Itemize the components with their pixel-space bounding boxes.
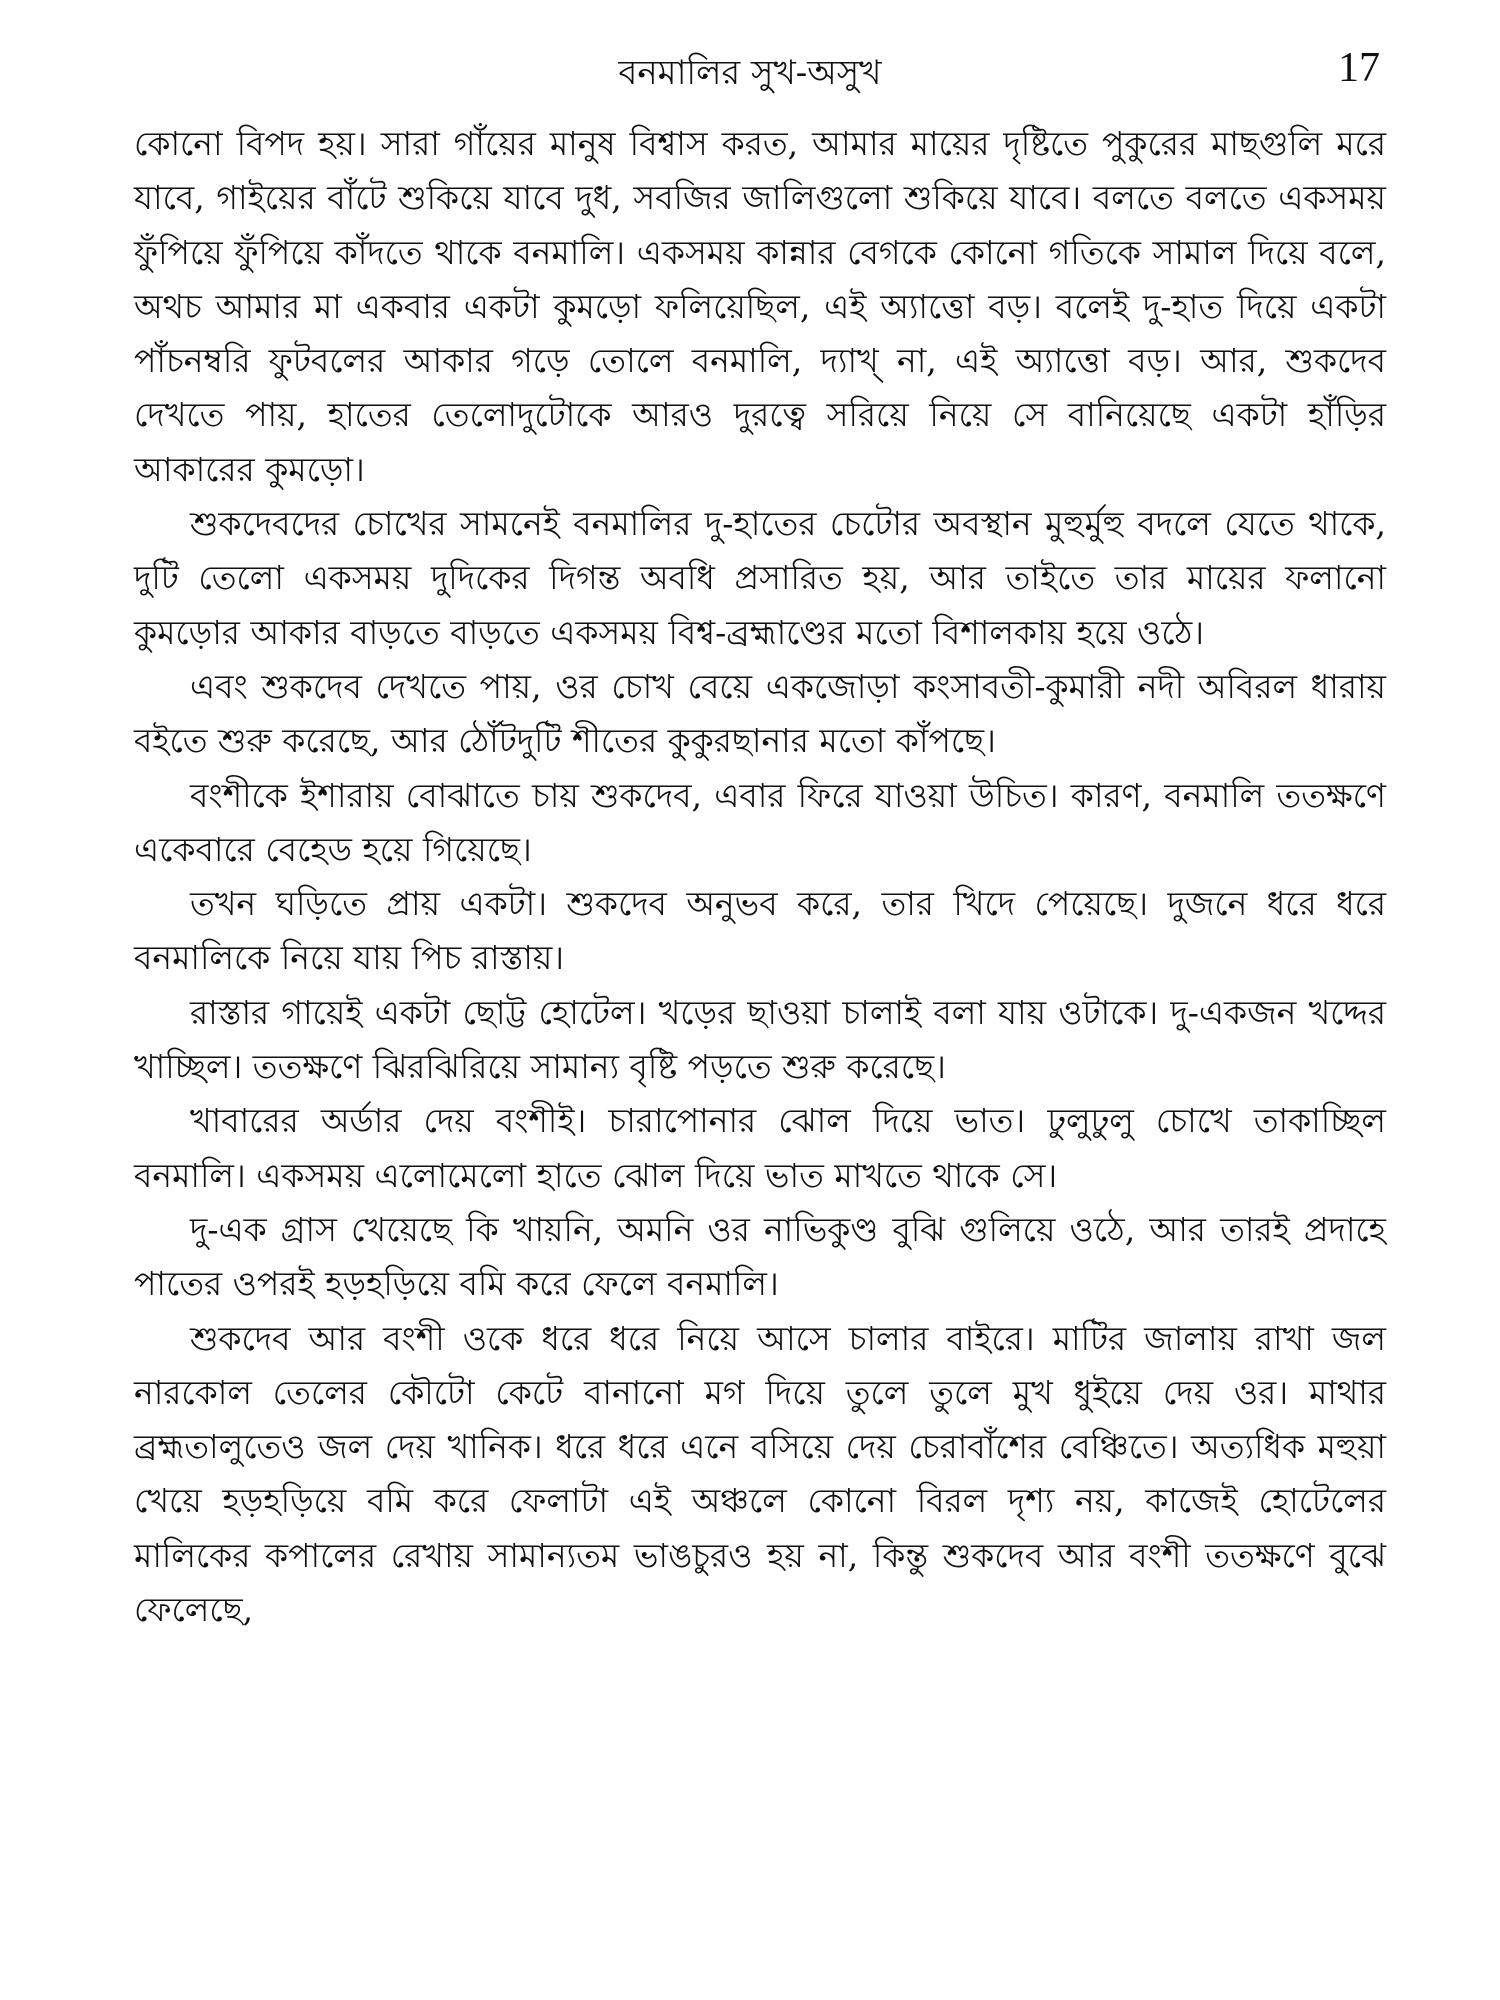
body-text bbox=[134, 117, 1386, 1637]
paragraph: শুকদেব আর বংশী ওকে ধরে ধরে নিয়ে আসে চালার বাইরে। মাটির জালায় রাখা জল নারকোল তেলের কৌটো কেটে বানানো মগ দিয়ে তুলে তুলে মুখ ধুইয়ে দেয় ওর। মাথার ব্রহ্মতালুতেও জল দেয় খানিক। ধরে ধরে এনে বসিয়ে দেয় চেরাবাঁশের বেঞ্চিতে। অত্যধিক মহুয়া খেয়ে হড়হড়িয়ে বমি করে ফেলাটা এই অঞ্চলে কোনো বিরল দৃশ্য নয়, কাজেই হোটেলের মালিকের কপালের রেখায় সামান্যতম ভাঙচুরও হয় না, কিন্তু শুকদেব আর বংশী ততক্ষণে বুঝে ফেলেছে, bbox=[134, 1318, 1386, 1630]
paragraph: দু-এক গ্রাস খেয়েছে কি খায়নি, অমনি ওর নাভিকুণ্ড বুঝি গুলিয়ে ওঠে, আর তারই প্রদাহে পাতের ওপরই হড়হড়িয়ে বমি করে ফেলে বনমালি। bbox=[134, 1209, 1386, 1304]
paragraph: রাস্তার গায়েই একটা ছোট্ট হোটেল। খড়ের ছাওয়া চালাই বলা যায় ওটাকে। দু-একজন খদ্দের খাচ্ছিল। ততক্ষণে ঝিরঝিরিয়ে সামান্য বৃষ্টি পড়তে শুরু করেছে। bbox=[134, 992, 1386, 1087]
page-number: 17 bbox=[1338, 45, 1380, 91]
running-header bbox=[0, 38, 1500, 108]
paragraph: বংশীকে ইশারায় বোঝাতে চায় শুকদেব, এবার ফিরে যাওয়া উচিত। কারণ, বনমালি ততক্ষণে একেবারে বেহেড হয়ে গিয়েছে। bbox=[134, 775, 1386, 869]
paragraph: শুকদেবদের চোখের সামনেই বনমালির দু-হাতের চেটোর অবস্থান মুহুর্মুহু বদলে যেতে থাকে, দুটি তেলো একসময় দুদিকের দিগন্ত অবধি প্রসারিত হয়, আর তাইতে তার মায়ের ফলানো কুমড়োর আকার বাড়তে বাড়তে একসময় বিশ্ব-ব্রহ্মাণ্ডের মতো বিশালকায় হয়ে ওঠে। bbox=[134, 504, 1386, 652]
paragraph: তখন ঘড়িতে প্রায় একটা। শুকদেব অনুভব করে, তার খিদে পেয়েছে। দুজনে ধরে ধরে বনমালিকে নিয়ে যায় পিচ রাস্তায়। bbox=[134, 884, 1386, 978]
paragraph: কোনো বিপদ হয়। সারা গাঁয়ের মানুষ বিশ্বাস করত, আমার মায়ের দৃষ্টিতে পুকুরের মাছগুলি মরে যাবে, গাইয়ের বাঁটে শুকিয়ে যাবে দুধ, সবজির জালিগুলো শুকিয়ে যাবে। বলতে বলতে একসময় ফুঁপিয়ে ফুঁপিয়ে কাঁদতে থাকে বনমালি। একসময় কান্নার বেগকে কোনো গতিকে সামাল দিয়ে বলে, অথচ আমার মা একবার একটা কুমড়ো ফলিয়েছিল, এই অ্যাত্তো বড়। বলেই দু-হাত দিয়ে একটা পাঁচনম্বরি ফুটবলের আকার গড়ে তোলে বনমালি, দ্যাখ্ না, এই অ্যাত্তো বড়। আর, শুকদেব দেখতে পায়, হাতের তেলোদুটোকে আরও দুরত্বে সরিয়ে নিয়ে সে বানিয়েছে একটা হাঁড়ির আকারের কুমড়ো। bbox=[134, 124, 1386, 489]
paragraph: এবং শুকদেব দেখতে পায়, ওর চোখ বেয়ে একজোড়া কংসাবতী-কুমারী নদী অবিরল ধারায় বইতে শুরু করেছে, আর ঠোঁটদুটি শীতের কুকুরছানার মতো কাঁপছে। bbox=[134, 666, 1386, 761]
paragraph: খাবারের অর্ডার দেয় বংশীই। চারাপোনার ঝোল দিয়ে ভাত। ঢুলুঢুলু চোখে তাকাচ্ছিল বনমালি। একসময় এলোমেলো হাতে ঝোল দিয়ে ভাত মাখতে থাকে সে। bbox=[134, 1101, 1386, 1195]
running-title: বনমালির সুখ-অসুখ bbox=[618, 53, 882, 93]
